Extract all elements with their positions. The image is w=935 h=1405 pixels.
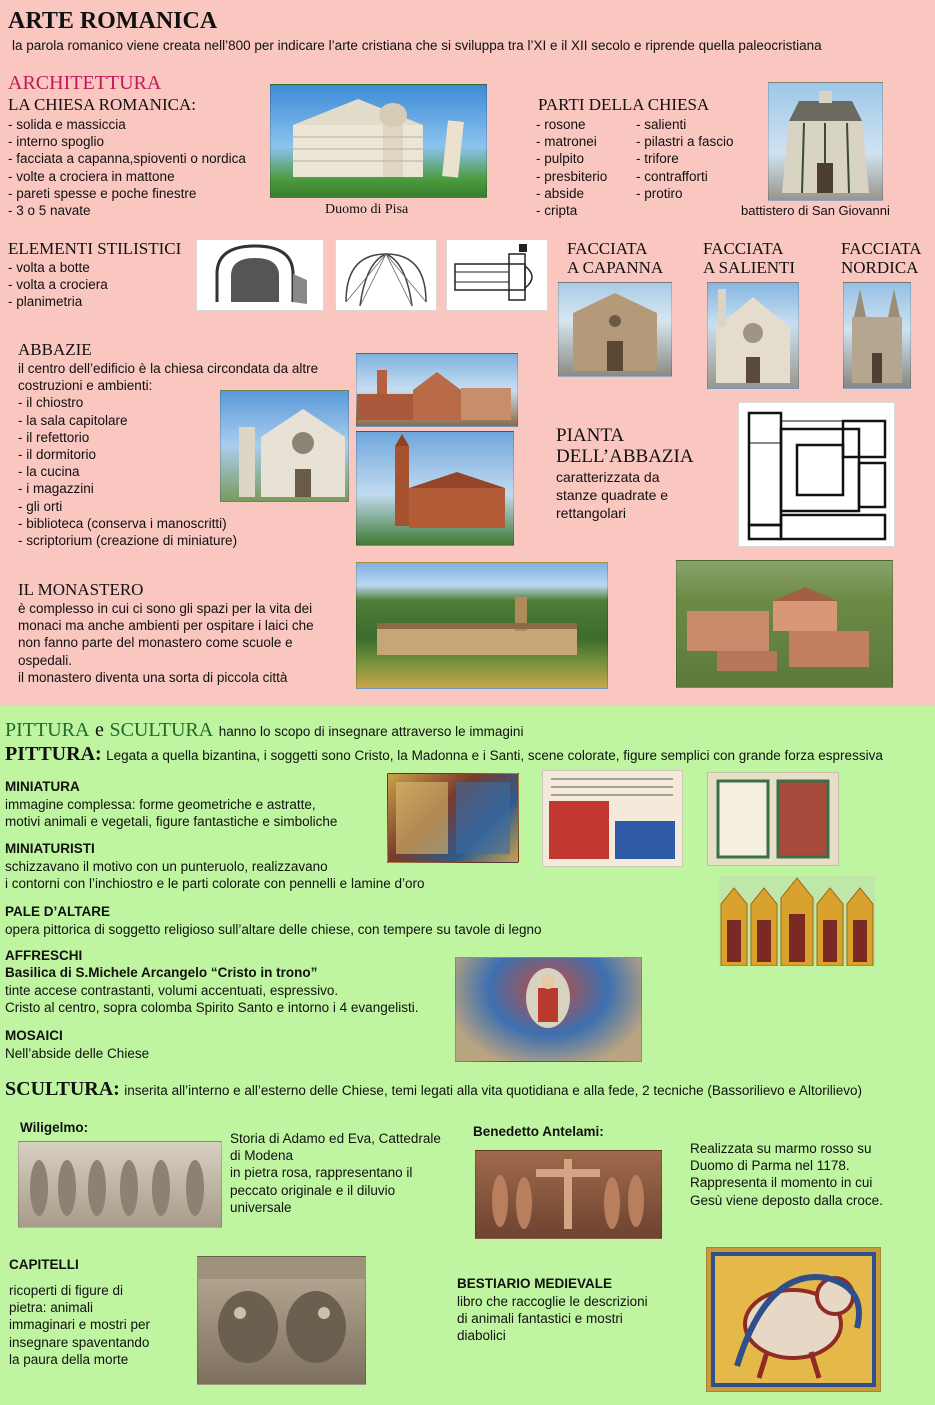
scultura-title: SCULTURA: [5, 1078, 120, 1100]
antelami-title: Benedetto Antelami: [473, 1124, 604, 1139]
wiligelmo-text: Storia di Adamo ed Eva, Cattedrale di Modena in pietra rosa, rappresentano il peccato originale e il diluvio universale [230, 1131, 441, 1215]
facciata-salienti-image [707, 282, 799, 389]
antelami-text: Realizzata su marmo rosso su Duomo di Parma nel 1178. Rappresenta il momento in cui Gesù viene deposto dalla croce. [690, 1141, 883, 1208]
affresco-cristo-trono-image [455, 957, 642, 1062]
abbazie-title: ABBAZIE [18, 340, 92, 359]
chiesa-romanica-title: LA CHIESA ROMANICA: [8, 95, 196, 114]
miniaturisti-text: schizzavano il motivo con un punteruolo, realizzavano i contorni con l’inchiostro e le parti colorate con pennelli e lamine d’oro [5, 859, 425, 892]
pittura-line [5, 743, 883, 766]
battistero-caption: battistero di San Giovanni [741, 203, 890, 218]
facciata-nordica-image [843, 282, 911, 389]
abbazia-fossanova-image [220, 390, 349, 502]
scultura-word: SCULTURA [109, 719, 214, 741]
elementi-stilistici-list: - volta a botte - volta a crociera - planimetria [8, 260, 108, 310]
facciata-nordica-title: FACCIATA NORDICA [841, 239, 922, 277]
pale-altare-text: opera pittorica di soggetto religioso sull’altare delle chiese, con tempere su tavole di legno [5, 922, 542, 937]
monastero-title: IL MONASTERO [18, 580, 144, 599]
miniatura-image-2 [542, 770, 683, 867]
wiligelmo-title: Wiligelmo: [20, 1120, 89, 1135]
affreschi-subtitle: Basilica di S.Michele Arcangelo “Cristo in trono” [5, 965, 318, 980]
parti-chiesa-col1: - rosone - matronei - pulpito - presbiterio - abside - cripta [536, 117, 608, 219]
pale-altare-title: PALE D’ALTARE [5, 904, 110, 919]
scultura-line [5, 1078, 862, 1101]
abbazia-morimondo-image [356, 431, 514, 546]
pittura-scultura-intro: hanno lo scopo di insegnare attraverso le immagini [218, 724, 524, 739]
planimetria-image [446, 239, 548, 311]
parti-chiesa-col2: - salienti - pilastri a fascio - trifore - contrafforti - protiro [636, 117, 734, 201]
abbazie-text: il centro dell’edificio è la chiesa circondata da altre costruzioni e ambienti: - il chiostro - la sala capitolare - il refettorio - il dormitorio - la cucina - i magazzini - gli orti - biblioteca (conserva i manoscritti) - scriptorium (creazione di miniature) [18, 361, 319, 549]
battistero-image [768, 82, 883, 201]
pittura-scultura-heading [5, 719, 523, 742]
pittura-title: PITTURA: [5, 743, 102, 765]
capitelli-text: ricoperti di figure di pietra: animali immaginari e mostri per insegnare spaventando la paura della morte [9, 1283, 151, 1367]
bestiario-title: BESTIARIO MEDIEVALE [457, 1276, 613, 1291]
elementi-stilistici-title: ELEMENTI STILISTICI [8, 239, 182, 258]
monastero-text: è complesso in cui ci sono gli spazi per la vita dei monaci ma anche ambienti per ospitare i laici che non fanno parte del monastero come scuole e ospedali. il monastero diventa una sorta di piccola città [18, 601, 314, 685]
mosaici-text: Nell’abside delle Chiese [5, 1046, 150, 1061]
bestiario-image [706, 1247, 881, 1392]
page-subtitle: la parola romanico viene creata nell’800 per indicare l’arte cristiana che si sviluppa tra l’XI e il XII secolo e riprende quella paleocristiana [12, 38, 822, 53]
affreschi-text: tinte accese contrastanti, volumi accentuati, espressivo. Cristo al centro, sopra colomba Spirito Santo e intorno i 4 evangelisti. [5, 983, 419, 1016]
miniatura-title: MINIATURA [5, 779, 80, 794]
pianta-abbazia-title: PIANTA DELL’ABBAZIA [556, 425, 694, 467]
parti-chiesa-title: PARTI DELLA CHIESA [538, 95, 710, 114]
bestiario-text: libro che raccoglie le descrizioni di animali fantastici e mostri diabolici [457, 1294, 648, 1344]
pianta-abbazia-image [738, 402, 895, 547]
page-title: ARTE ROMANICA [8, 8, 218, 34]
capitello-image [197, 1256, 366, 1385]
capitelli-title: CAPITELLI [9, 1257, 79, 1272]
facciata-salienti-title: FACCIATA A SALIENTI [703, 239, 796, 277]
scultura-text: inserita all’interno e all’esterno delle Chiese, temi legati alla vita quotidiana e alla fede, 2 tecniche (Bassorilievo e Altorilievo) [124, 1083, 862, 1098]
monastero-image-1 [356, 562, 608, 689]
abbazia-chiaravalle-image [356, 353, 518, 427]
architettura-heading: ARCHITETTURA [8, 72, 162, 94]
monastero-image-2 [676, 560, 893, 688]
affreschi-title: AFFRESCHI [5, 948, 83, 963]
e-word: e [95, 719, 104, 741]
duomo-pisa-caption: Duomo di Pisa [325, 202, 409, 217]
miniatura-image-1 [387, 773, 519, 863]
facciata-capanna-title: FACCIATA A CAPANNA [567, 239, 664, 277]
miniaturisti-title: MINIATURISTI [5, 841, 95, 856]
antelami-deposizione-image [475, 1150, 662, 1239]
miniatura-image-3 [707, 772, 839, 866]
chiesa-romanica-list: - solida e massiccia - interno spoglio - facciata a capanna,spioventi o nordica - volte a crociera in mattone - pareti spesse e poche finestre - 3 o 5 navate [8, 117, 246, 219]
pittura-word: PITTURA [5, 719, 90, 741]
pittura-text: Legata a quella bizantina, i soggetti sono Cristo, la Madonna e i Santi, scene colorate, figure semplici con grande forza espressiva [106, 748, 883, 763]
pianta-abbazia-text: caratterizzata da stanze quadrate e rettangolari [556, 469, 669, 521]
miniatura-text: immagine complessa: forme geometriche e astratte, motivi animali e vegetali, figure fantastiche e simboliche [5, 797, 338, 830]
volta-botte-image [196, 239, 324, 311]
duomo-pisa-image [270, 84, 487, 198]
pala-altare-image [719, 876, 875, 966]
mosaici-title: MOSAICI [5, 1028, 63, 1043]
facciata-capanna-image [558, 282, 672, 377]
volta-crociera-image [335, 239, 437, 311]
wiligelmo-relief-image [18, 1141, 222, 1228]
